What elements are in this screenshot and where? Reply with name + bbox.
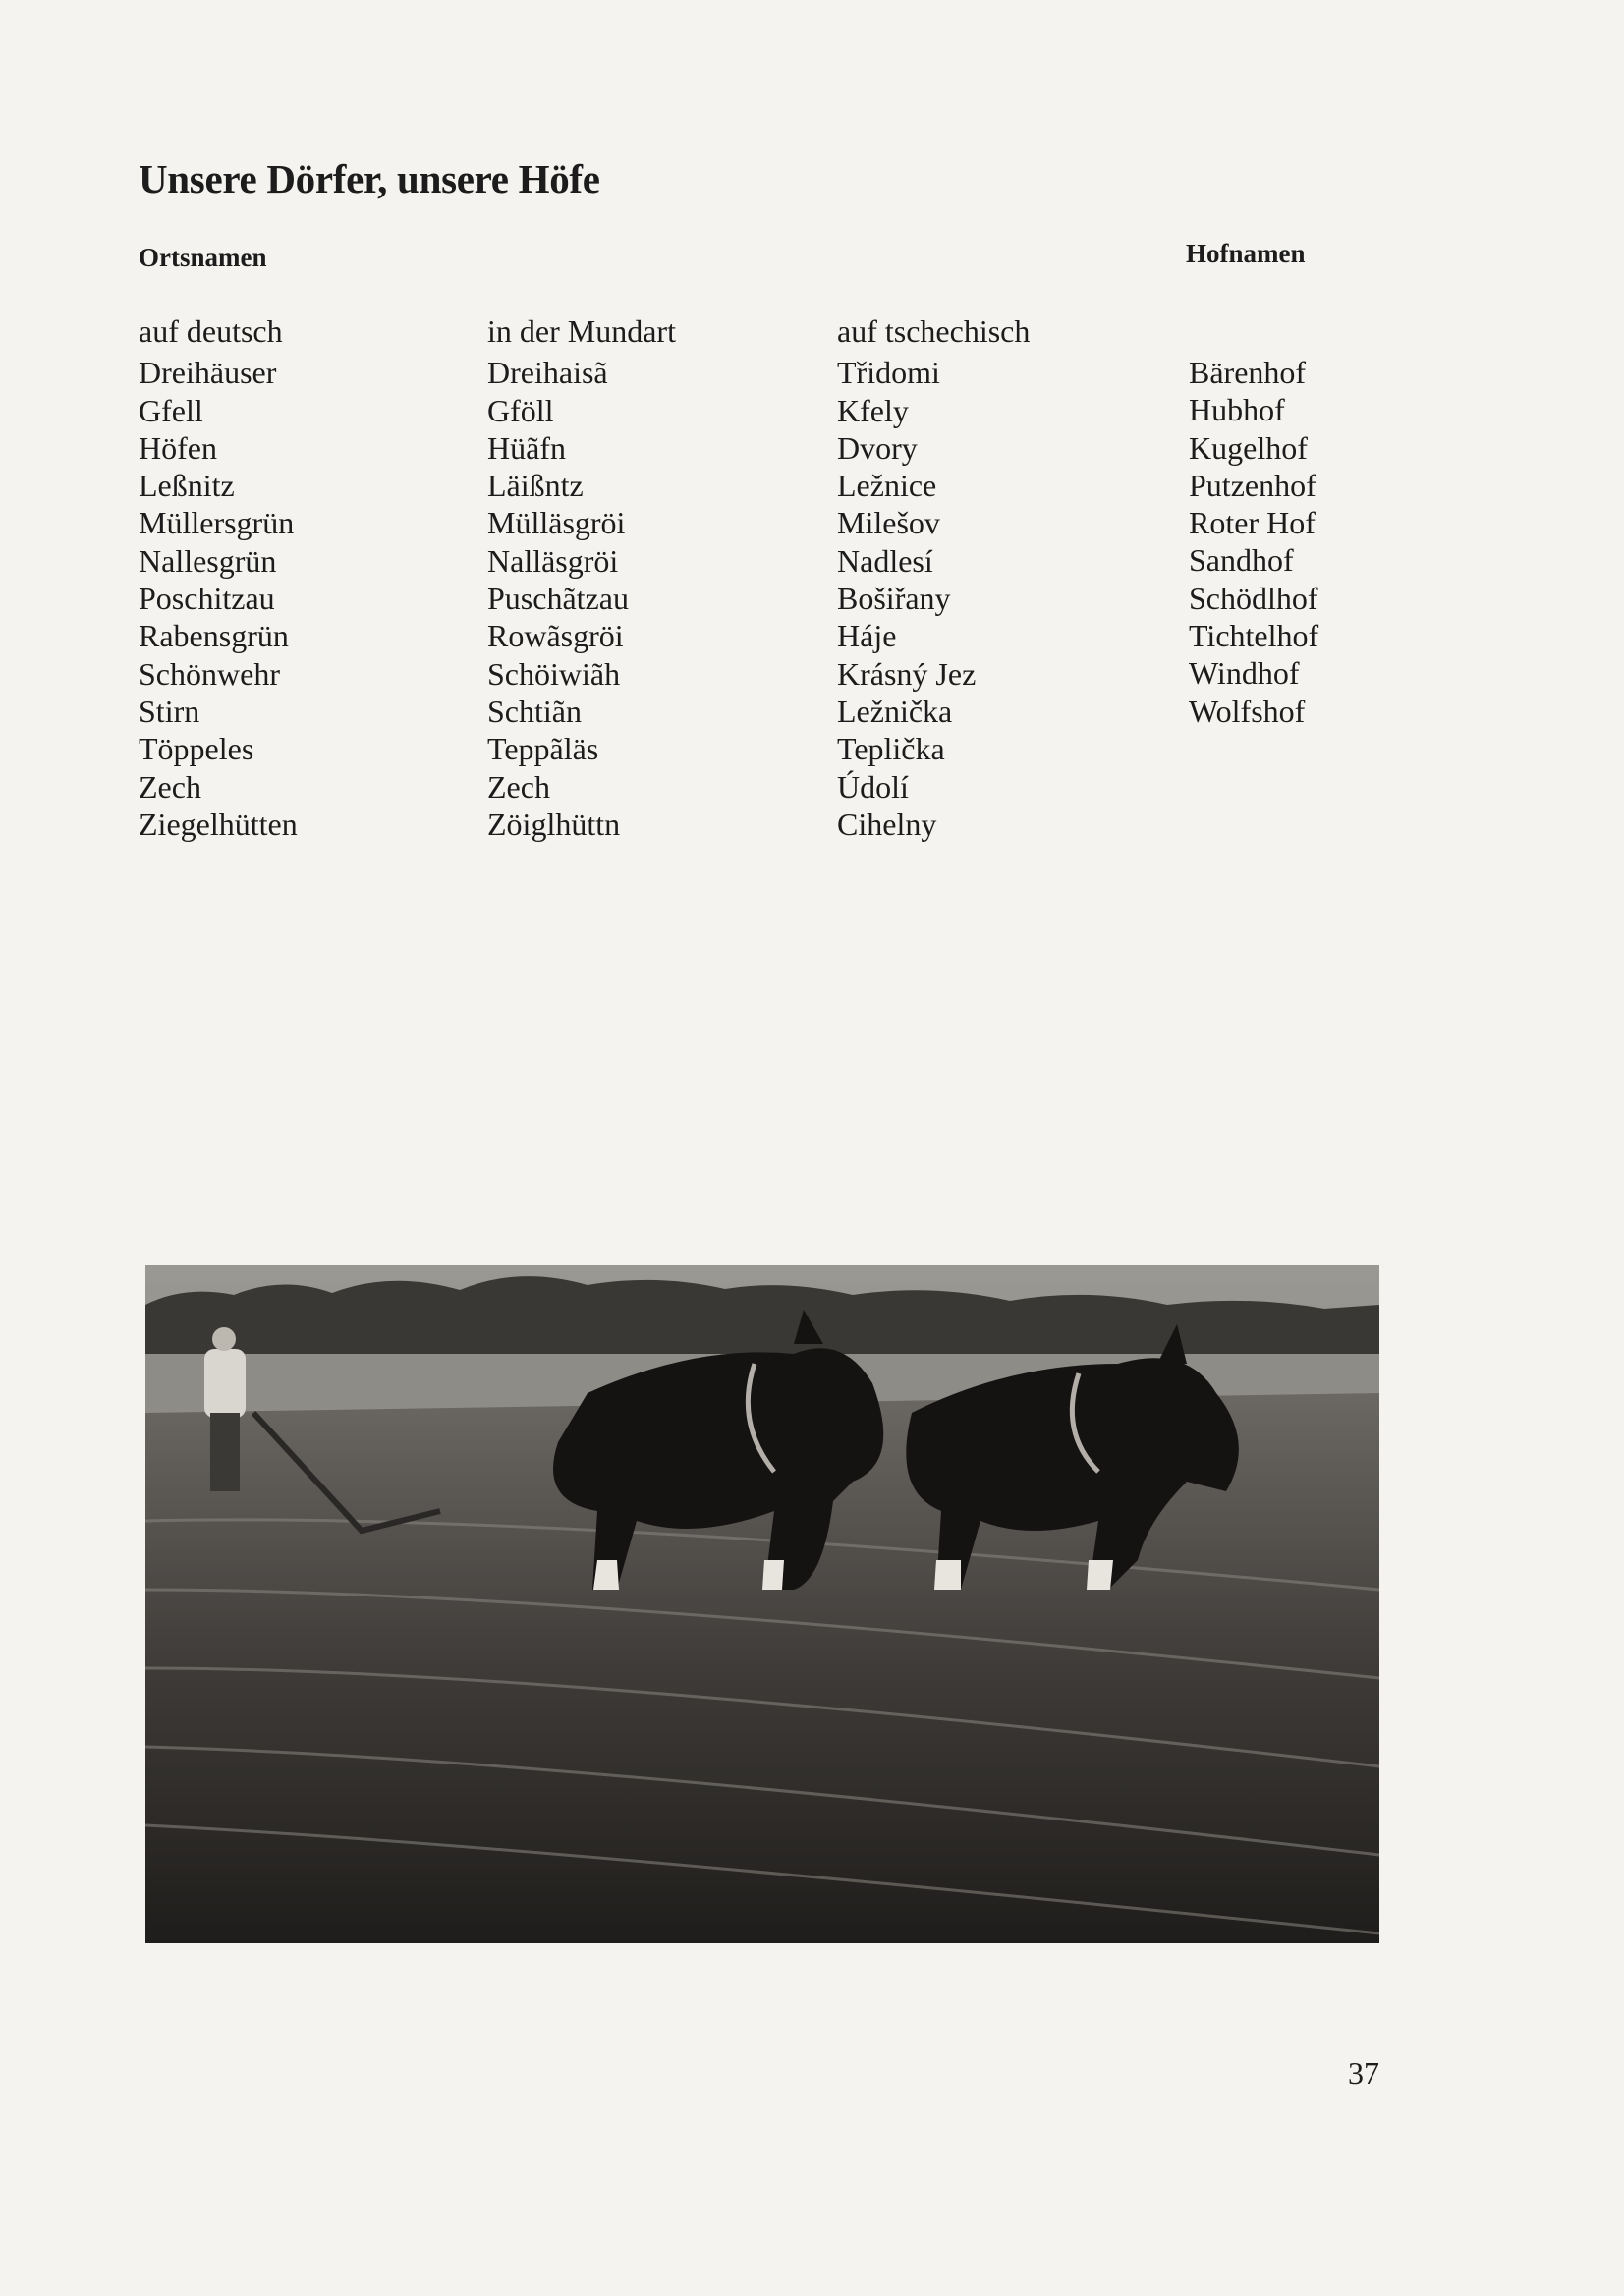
place-name: Údolí: [837, 768, 909, 805]
place-name: Müllersgrün: [139, 505, 295, 541]
place-name: Schönwehr: [139, 655, 280, 692]
place-name: Nadlesí: [837, 542, 933, 579]
section-heading-ortsnamen: Ortsnamen: [139, 243, 267, 272]
place-name: Stirn: [139, 693, 200, 729]
place-name: Háje: [837, 618, 897, 654]
farm-name: Sandhof: [1189, 542, 1294, 579]
section-heading-hofnamen: Hofnamen: [1186, 239, 1306, 268]
plowing-photo: [145, 1265, 1379, 1943]
farm-name: Schödlhof: [1189, 580, 1318, 616]
page-title: Unsere Dörfer, unsere Höfe: [139, 156, 600, 201]
place-name: Nallesgrün: [139, 542, 277, 579]
column-auf-tschechisch: [837, 312, 1030, 843]
place-name: Zech: [139, 768, 201, 805]
place-name: Schöiwiãh: [487, 655, 621, 692]
place-name: Mülläsgröi: [487, 505, 626, 541]
farm-name: Kugelhof: [1189, 429, 1308, 466]
place-name: Cihelny: [837, 806, 937, 842]
place-name: Krásný Jez: [837, 655, 977, 692]
place-name: Gfell: [139, 392, 203, 428]
place-name: Gföll: [487, 392, 554, 428]
column-header: auf tschechisch: [837, 313, 1031, 349]
place-name: Teppãläs: [487, 731, 599, 767]
place-name: Zech: [487, 768, 550, 805]
place-name: Dreihaisã: [487, 355, 608, 391]
place-name: Nalläsgröi: [487, 542, 619, 579]
place-name: Milešov: [837, 505, 940, 541]
place-name: Třidomi: [837, 355, 940, 391]
place-name: Dreihäuser: [139, 355, 277, 391]
place-name: Leßnitz: [139, 468, 235, 504]
column-header: in der Mundart: [487, 313, 676, 349]
place-name: Ziegelhütten: [139, 806, 298, 842]
place-name: Ležnice: [837, 468, 937, 504]
farm-name: Roter Hof: [1189, 505, 1316, 541]
farm-name: Windhof: [1189, 655, 1300, 692]
place-name: Läißntz: [487, 468, 584, 504]
place-name: Poschitzau: [139, 581, 275, 617]
page-number: 37: [1348, 2055, 1379, 2091]
place-name: Zöiglhüttn: [487, 806, 621, 842]
column-hofnamen: [1189, 354, 1318, 730]
place-name: Kfely: [837, 392, 909, 428]
farm-name: Wolfshof: [1189, 693, 1306, 729]
farm-name: Hubhof: [1189, 392, 1285, 428]
place-name: Hüãfn: [487, 429, 566, 466]
column-mundart: [487, 312, 676, 843]
place-name: Ležnička: [837, 693, 953, 729]
place-name: Rabensgrün: [139, 618, 289, 654]
place-name: Rowãsgröi: [487, 618, 624, 654]
place-name: Töppeles: [139, 731, 254, 767]
farmer: [204, 1327, 246, 1491]
farm-name: Tichtelhof: [1189, 618, 1319, 654]
place-name: Schtiãn: [487, 693, 582, 729]
place-name: Teplička: [837, 731, 945, 767]
column-auf-deutsch: [139, 312, 298, 843]
place-name: Puschãtzau: [487, 581, 629, 617]
place-name: Dvory: [837, 429, 918, 466]
place-name: Bošiřany: [837, 581, 951, 617]
column-header: auf deutsch: [139, 313, 283, 349]
place-name: Höfen: [139, 429, 217, 466]
farm-name: Bärenhof: [1189, 355, 1307, 390]
farm-name: Putzenhof: [1189, 467, 1316, 503]
